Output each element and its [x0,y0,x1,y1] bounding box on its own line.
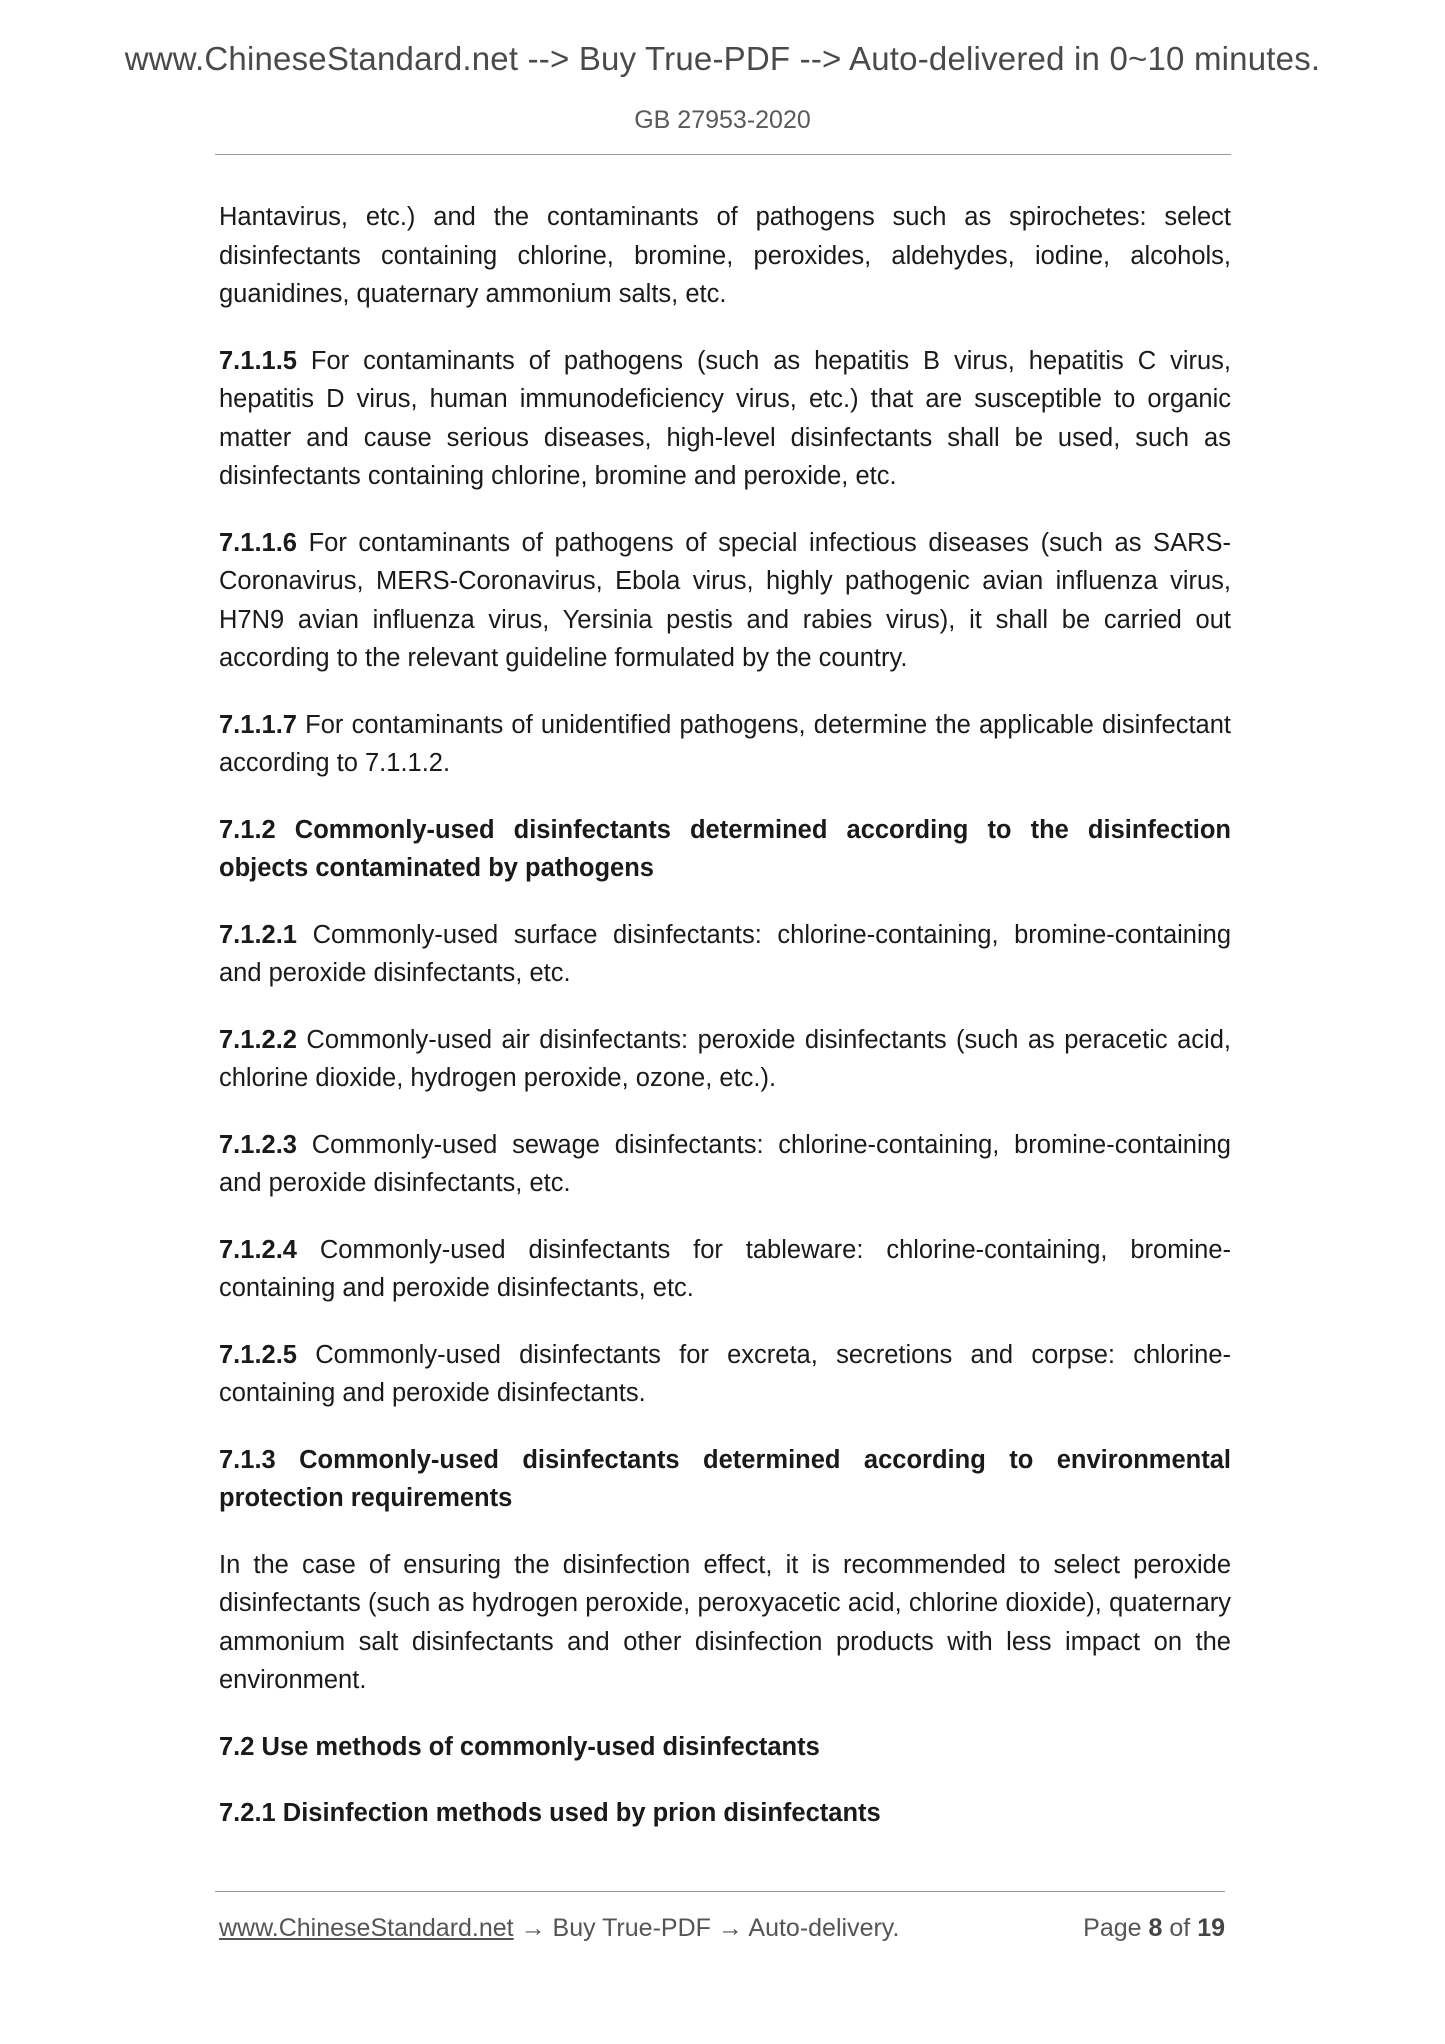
header-divider [215,154,1231,155]
clause-7-1-2-4 [219,1231,1231,1308]
heading-7-1-2: 7.1.2 Commonly-used disinfectants determined according to the disinfection objects contaminated by pathogens [219,815,1231,882]
of-label: of [1169,1914,1191,1942]
clause-7-1-1-5 [219,342,1231,496]
top-banner: www.ChineseStandard.net --> Buy True-PDF --> Auto-delivered in 0~10 minutes. [124,40,1321,77]
clause-number: 7.1.1.5 [219,346,297,375]
clause-number: 7.1.2.2 [219,1025,297,1054]
page-body [219,198,1231,1861]
clause-7-1-1-7 [219,706,1231,783]
clause-text: For contaminants of pathogens of special infectious diseases (such as SARS-Coronavirus, MERS-Coronavirus, Ebola virus, highly pathogenic avian influenza virus, H7N9 avian influenza virus, Yersinia pestis and rabies virus), it shall be carried out according to the relevant guideline formulated by the country. [219,528,1231,672]
clause-text: For contaminants of pathogens (such as hepatitis B virus, hepatitis C virus, hepatitis D virus, human immunodeficiency virus, etc.) that are susceptible to organic matter and cause serious diseases, high-level disinfectants shall be used, such as disinfectants containing chlorine, bromine and peroxide, etc. [219,346,1231,490]
clause-text: Commonly-used air disinfectants: peroxide disinfectants (such as peracetic acid, chlorine dioxide, hydrogen peroxide, ozone, etc.). [219,1025,1231,1092]
clause-number: 7.1.2.1 [219,920,297,949]
footer-site-link[interactable]: www.ChineseStandard.net [219,1914,514,1942]
clause-number: 7.1.2.3 [219,1130,297,1159]
footer-promo-text: → Buy True-PDF → Auto-delivery. [513,1914,900,1942]
clause-number: 7.1.2.4 [219,1235,297,1264]
page-current: 8 [1148,1914,1163,1942]
heading-7-2: 7.2 Use methods of commonly-used disinfectants [219,1732,820,1761]
clause-text: For contaminants of unidentified pathogens, determine the applicable disinfectant according to 7.1.1.2. [219,710,1231,777]
page-number [1083,1914,1225,1943]
clause-number: 7.1.1.7 [219,710,297,739]
clause-text: Commonly-used disinfectants for tableware: chlorine-containing, bromine-containing and peroxide disinfectants, etc. [219,1235,1231,1302]
clause-text: Commonly-used surface disinfectants: chlorine-containing, bromine-containing and peroxide disinfectants, etc. [219,920,1231,987]
clause-7-1-2-5 [219,1336,1231,1413]
page-label: Page [1083,1914,1142,1942]
page-total: 19 [1197,1914,1225,1942]
clause-7-1-1-6 [219,524,1231,678]
footer-divider [215,1891,1225,1892]
clause-text: Commonly-used disinfectants for excreta, secretions and corpse: chlorine-containing and peroxide disinfectants. [219,1340,1231,1407]
clause-number: 7.1.1.6 [219,528,297,557]
paragraph-continuation: Hantavirus, etc.) and the contaminants of pathogens such as spirochetes: select disinfectants containing chlorine, bromine, peroxides, aldehydes, iodine, alcohols, guanidines, quaternary ammonium salts, etc. [219,203,1231,308]
clause-number: 7.1.2.5 [219,1340,297,1369]
heading-7-2-1: 7.2.1 Disinfection methods used by prion disinfectants [219,1799,881,1827]
footer-promo [219,1914,899,1943]
heading-7-1-3: 7.1.3 Commonly-used disinfectants determined according to environmental protection requirements [219,1445,1231,1512]
document-code: GB 27953-2020 [634,106,811,134]
clause-7-1-2-3 [219,1126,1231,1203]
clause-text: Commonly-used sewage disinfectants: chlorine-containing, bromine-containing and peroxide disinfectants, etc. [219,1130,1231,1197]
clause-7-1-2-2 [219,1021,1231,1098]
clause-7-1-2-1 [219,916,1231,993]
paragraph-7-1-3: In the case of ensuring the disinfection effect, it is recommended to select peroxide disinfectants (such as hydrogen peroxide, peroxyacetic acid, chlorine dioxide), quaternary ammonium salt disinfectants and other disinfection products with less impact on the environment. [219,1550,1231,1694]
